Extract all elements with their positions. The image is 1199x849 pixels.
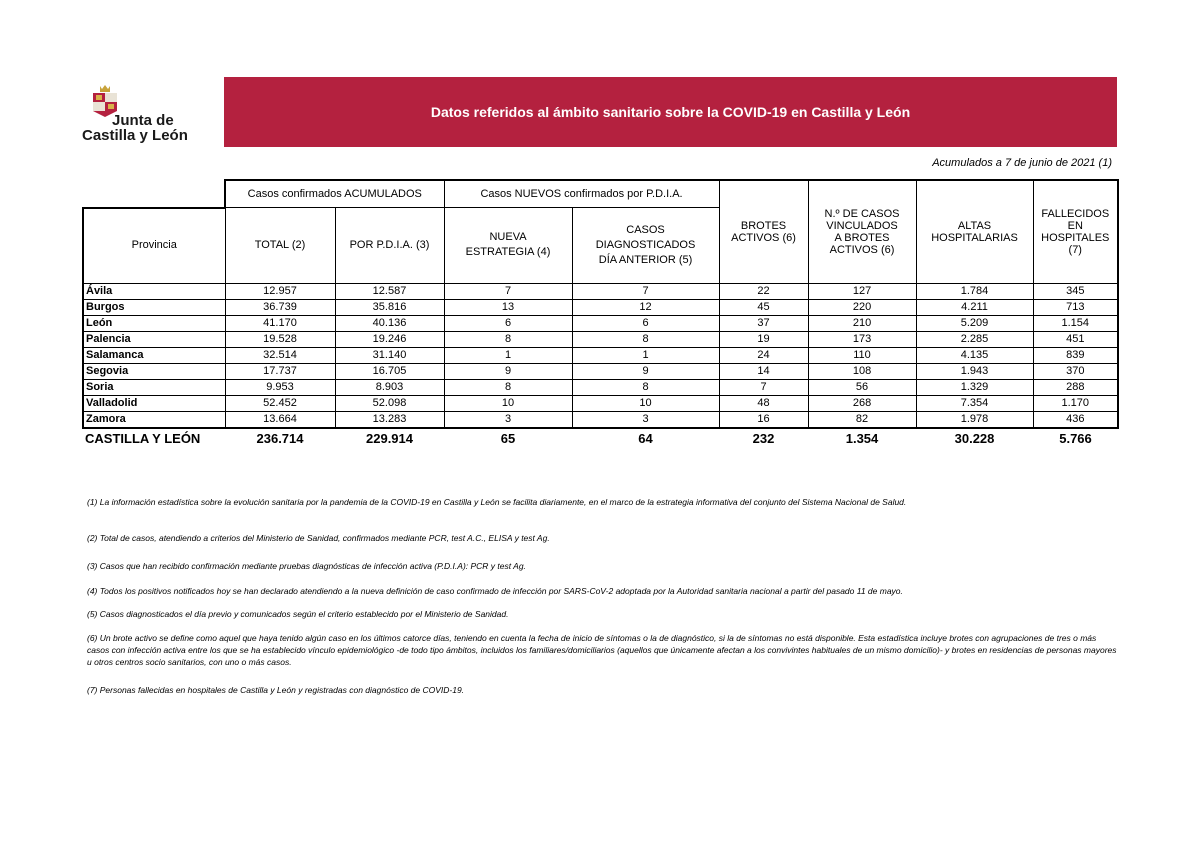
covid-data-table [82, 179, 1119, 448]
table-cell: 1 [572, 347, 719, 363]
table-cell: 1.784 [916, 283, 1033, 299]
table-cell: 52.098 [335, 395, 444, 411]
table-row [83, 299, 1118, 315]
table-cell: 345 [1033, 283, 1118, 299]
group-nuevos: Casos NUEVOS confirmados por P.D.I.A. [444, 180, 719, 208]
table-cell: 56 [808, 379, 916, 395]
table-cell: 2.285 [916, 331, 1033, 347]
table-cell: 32.514 [225, 347, 335, 363]
table-cell: 16 [719, 411, 808, 428]
table-cell: 35.816 [335, 299, 444, 315]
table-cell: 108 [808, 363, 916, 379]
table-cell: 6 [444, 315, 572, 331]
logo-line1: Junta de [112, 112, 174, 129]
table-cell: 1.170 [1033, 395, 1118, 411]
banner-title: Datos referidos al ámbito sanitario sobre la COVID-19 en Castilla y León [430, 104, 911, 120]
table-row [83, 315, 1118, 331]
logo-text [82, 113, 188, 143]
table-cell: 52.452 [225, 395, 335, 411]
table-cell: 13 [444, 299, 572, 315]
province-name: Valladolid [83, 395, 225, 411]
table-cell: 1.154 [1033, 315, 1118, 331]
junta-logo [82, 84, 212, 146]
total-cell: 1.354 [808, 428, 916, 448]
header-casos-dia-anterior: CASOS DIAGNOSTICADOS DÍA ANTERIOR (5) [572, 208, 719, 284]
header-altas: ALTAS HOSPITALARIAS [916, 180, 1033, 283]
table-cell: 127 [808, 283, 916, 299]
table-cell: 1.329 [916, 379, 1033, 395]
province-name: Salamanca [83, 347, 225, 363]
total-cell: 236.714 [225, 428, 335, 448]
footnote-4: (4) Todos los positivos notificados hoy se han declarado atendiendo a la nueva definición de caso confirmado de infección por SARS-CoV-2 adoptada por la Autoridad sanitaria nacional a partir del pasado 11 de mayo. [87, 586, 903, 596]
table-cell: 19.246 [335, 331, 444, 347]
table-cell: 31.140 [335, 347, 444, 363]
table-cell: 8 [572, 379, 719, 395]
title-banner [224, 77, 1117, 147]
table-cell: 4.211 [916, 299, 1033, 315]
total-cell: 229.914 [335, 428, 444, 448]
table-cell: 10 [572, 395, 719, 411]
table-row [83, 363, 1118, 379]
table-body [83, 283, 1118, 428]
header-total: TOTAL (2) [225, 208, 335, 284]
table-cell: 45 [719, 299, 808, 315]
table-cell: 19.528 [225, 331, 335, 347]
total-cell: 30.228 [916, 428, 1033, 448]
footnote-5: (5) Casos diagnosticados el día previo y comunicados según el criterio establecido por el Ministerio de Sanidad. [87, 609, 509, 619]
province-name: León [83, 315, 225, 331]
header-brotes: BROTES ACTIVOS (6) [719, 180, 808, 283]
province-name: Zamora [83, 411, 225, 428]
province-name: Burgos [83, 299, 225, 315]
table-cell: 1.943 [916, 363, 1033, 379]
table-cell: 8 [444, 379, 572, 395]
table-cell: 220 [808, 299, 916, 315]
table-cell: 3 [444, 411, 572, 428]
table-cell: 13.283 [335, 411, 444, 428]
date-note: Acumulados a 7 de junio de 2021 (1) [932, 157, 1112, 169]
table-cell: 839 [1033, 347, 1118, 363]
table-cell: 268 [808, 395, 916, 411]
table-cell: 40.136 [335, 315, 444, 331]
table-row [83, 411, 1118, 428]
table-cell: 41.170 [225, 315, 335, 331]
table-cell: 12.587 [335, 283, 444, 299]
total-cell: 64 [572, 428, 719, 448]
table-cell: 7 [719, 379, 808, 395]
province-name: Ávila [83, 283, 225, 299]
footnote-3: (3) Casos que han recibido confirmación mediante pruebas diagnósticas de infección activa (P.D.I.A): PCR y test Ag. [87, 561, 526, 571]
table-cell: 22 [719, 283, 808, 299]
table-cell: 36.739 [225, 299, 335, 315]
header-pdia: POR P.D.I.A. (3) [335, 208, 444, 284]
table-cell: 173 [808, 331, 916, 347]
table-cell: 7 [444, 283, 572, 299]
header-vinculados: N.º DE CASOS VINCULADOS A BROTES ACTIVOS (6) [808, 180, 916, 283]
table-cell: 13.664 [225, 411, 335, 428]
footnote-7: (7) Personas fallecidas en hospitales de Castilla y León y registradas con diagnóstico de COVID-19. [87, 685, 465, 695]
logo-line2: Castilla y León [82, 127, 188, 144]
group-acumulados: Casos confirmados ACUMULADOS [225, 180, 444, 208]
total-cell: CASTILLA Y LEÓN [83, 428, 225, 448]
table-cell: 9.953 [225, 379, 335, 395]
table-cell: 14 [719, 363, 808, 379]
table-cell: 19 [719, 331, 808, 347]
table-row [83, 379, 1118, 395]
table-cell: 7 [572, 283, 719, 299]
table-cell: 4.135 [916, 347, 1033, 363]
total-cell: 232 [719, 428, 808, 448]
table-cell: 8.903 [335, 379, 444, 395]
table-cell: 713 [1033, 299, 1118, 315]
province-name: Soria [83, 379, 225, 395]
table-cell: 1 [444, 347, 572, 363]
table-cell: 3 [572, 411, 719, 428]
table-cell: 1.978 [916, 411, 1033, 428]
table-cell: 9 [444, 363, 572, 379]
table-row [83, 331, 1118, 347]
table-cell: 17.737 [225, 363, 335, 379]
table-cell: 82 [808, 411, 916, 428]
header-fallecidos: FALLECIDOS EN HOSPITALES (7) [1033, 180, 1118, 283]
table-cell: 210 [808, 315, 916, 331]
header-nueva-estrategia: NUEVA ESTRATEGIA (4) [444, 208, 572, 284]
table-row [83, 347, 1118, 363]
table-cell: 8 [572, 331, 719, 347]
table-row [83, 395, 1118, 411]
table-cell: 24 [719, 347, 808, 363]
table-cell: 436 [1033, 411, 1118, 428]
table-cell: 9 [572, 363, 719, 379]
province-name: Segovia [83, 363, 225, 379]
table-cell: 5.209 [916, 315, 1033, 331]
table-cell: 37 [719, 315, 808, 331]
table-cell: 7.354 [916, 395, 1033, 411]
table-cell: 6 [572, 315, 719, 331]
table-cell: 451 [1033, 331, 1118, 347]
table-cell: 8 [444, 331, 572, 347]
table-cell: 48 [719, 395, 808, 411]
table-cell: 12.957 [225, 283, 335, 299]
table-cell: 370 [1033, 363, 1118, 379]
table-cell: 288 [1033, 379, 1118, 395]
table-cell: 10 [444, 395, 572, 411]
footnote-2: (2) Total de casos, atendiendo a criterios del Ministerio de Sanidad, confirmados mediante PCR, test A.C., ELISA y test Ag. [87, 533, 550, 543]
table-cell: 110 [808, 347, 916, 363]
total-cell: 65 [444, 428, 572, 448]
table-row [83, 283, 1118, 299]
table-cell: 16.705 [335, 363, 444, 379]
total-cell: 5.766 [1033, 428, 1118, 448]
total-row [83, 428, 1118, 448]
table-cell: 12 [572, 299, 719, 315]
header-provincia: Provincia [83, 208, 225, 284]
province-name: Palencia [83, 331, 225, 347]
footnote-6: (6) Un brote activo se define como aquel que haya tenido algún caso en los últimos catorce días, teniendo en cuenta la fecha de inicio de síntomas o la de diagnóstico, si la de síntomas no está disponible. Esta estadística incluye brotes con agrupaciones de tres o más casos con infección activa entre los que se ha establecido vínculo epidemiológico -de todo tipo ámbitos, incluidos los familiares/domiciliarios (aquellos que únicamente afectan a los convivintes habituales de un mismo domicilio)- y brotes en residencias de personas mayores u otros centros socio sanitarios, con uno o más casos. [87, 633, 1117, 667]
footnote-1: (1) La información estadística sobre la evolución sanitaria por la pandemia de la COVID-19 en Castilla y León se facilita diariamente, en el marco de la estrategia informativa del conjunto del Sistema Nacional de Salud. [87, 497, 907, 507]
